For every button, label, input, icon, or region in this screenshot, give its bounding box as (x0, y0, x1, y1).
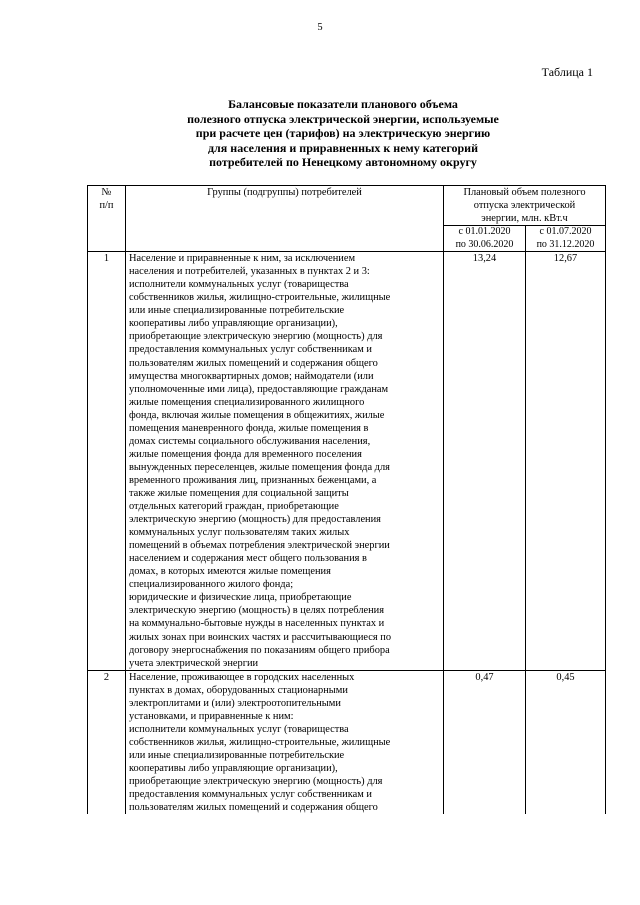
row-number: 1 (88, 252, 126, 671)
text-line: коммунальных услуг пользователям таких жилых (129, 527, 350, 539)
text-line: населения и потребителей, указанных в пунктах 2 и 3: (129, 266, 370, 278)
header-number (88, 186, 126, 252)
text-line: помещений в объемах потребления электрической энергии (129, 540, 390, 552)
title-line: полезного отпуска электрической энергии, используемые (187, 111, 499, 126)
header-period-1 (444, 226, 526, 252)
text-line: пользователям жилых помещений и содержания общего (129, 357, 378, 369)
title-line: потребителей по Ненецкому автономному округу (209, 155, 477, 169)
text-line: или иные специализированные потребительские (129, 305, 345, 317)
table-caption: Таблица 1 (541, 65, 593, 79)
row-value-period-1: 13,24 (444, 252, 526, 671)
row-value-period-2: 12,67 (526, 252, 606, 671)
text-line: домах, в которых имеются жилые помещения (129, 566, 331, 578)
text-line: жилых зонах при воинских частях и рассчитывающиеся по (129, 631, 392, 643)
table-header-row (88, 186, 606, 226)
table-row (88, 252, 606, 671)
text-line: домах системы социального обслуживания населения, (129, 435, 371, 447)
text-line: отдельных категорий граждан, приобретающие (129, 501, 339, 513)
text-line: приобретающие электрическую энергию (мощность) для (129, 331, 383, 343)
text-line: электрическую энергию (мощность) для предоставления (129, 514, 381, 526)
period-line: по 30.06.2020 (455, 238, 514, 250)
text-line: договору энергоснабжения по показаниям общего прибора (129, 644, 390, 656)
text-line: исполнители коммунальных услуг (товарищества (129, 723, 349, 735)
page-number: 5 (317, 22, 323, 33)
row-value-period-1: 0,47 (444, 670, 526, 814)
text-line: Население, проживающее в городских населенных (129, 671, 355, 683)
text-line: имущества многоквартирных домов; наймодатели (или (129, 370, 374, 382)
text-line: приобретающие электрическую энергию (мощность) для (129, 776, 383, 788)
text-line: помещения маневренного фонда, жилые помещения в (129, 422, 369, 434)
title-line: при расчете цен (тарифов) на электрическую энергию (195, 126, 491, 140)
row-number: 2 (88, 670, 126, 814)
header-volume-line: отпуска электрической (473, 200, 576, 212)
period-line: с 01.01.2020 (458, 226, 511, 238)
text-line: также жилые помещения для социальной защиты (129, 487, 349, 499)
title-line: Балансовые показатели планового объема (228, 97, 458, 111)
text-line: Население и приравненные к ним, за исключением (129, 253, 356, 265)
header-volume (444, 186, 606, 226)
text-line: электроплитами и (или) электроотопительными (129, 697, 341, 709)
title-line: для населения и приравненных к нему категорий (207, 140, 479, 155)
row-group-text (126, 252, 444, 671)
text-line: юридические и физические лица, приобретающие (129, 592, 352, 604)
table-row (88, 670, 606, 814)
text-line: специализированного жилого фонда; (129, 579, 294, 591)
period-line: по 31.12.2020 (536, 238, 595, 250)
text-line: вынужденных переселенцев, жилые помещения фонда для (129, 461, 390, 473)
text-line: жилые помещения фонда для временного поселения (129, 448, 362, 460)
header-period-2 (526, 226, 606, 252)
period-line: с 01.07.2020 (539, 226, 592, 238)
header-group: Группы (подгруппы) потребителей (126, 186, 444, 252)
header-number-line: п/п (99, 200, 114, 212)
text-line: кооперативы либо управляющие организации), (129, 762, 338, 774)
text-line: уполномоченные ими лица), предоставляющие гражданам (129, 383, 389, 395)
text-line: электрическую энергию (мощность) в целях потребления (129, 605, 385, 617)
header-volume-line: энергии, млн. кВт.ч (481, 213, 568, 225)
text-line: установками, и приравненные к ним: (129, 710, 294, 722)
row-group-text (126, 670, 444, 814)
text-line: исполнители коммунальных услуг (товарищества (129, 279, 349, 291)
text-line: фонда, включая жилые помещения в общежитиях, жилые (129, 409, 385, 421)
text-line: предоставления коммунальных услуг собственникам и (129, 789, 372, 801)
text-line: или иные специализированные потребительские (129, 749, 345, 761)
row-value-period-2: 0,45 (526, 670, 606, 814)
text-line: кооперативы либо управляющие организации), (129, 318, 338, 330)
text-line: временного проживания лиц, признанных беженцами, а (129, 474, 377, 486)
text-line: предоставления коммунальных услуг собственникам и (129, 344, 372, 356)
header-number-line: № (101, 187, 112, 198)
text-line: пользователям жилых помещений и содержания общего (129, 802, 378, 814)
text-line: собственников жилья, жилищно-строительные, жилищные (129, 292, 391, 304)
text-line: собственников жилья, жилищно-строительные, жилищные (129, 736, 391, 748)
text-line: пунктах в домах, оборудованных стационарными (129, 684, 348, 696)
text-line: на коммунально-бытовые нужды в населенных пунктах и (129, 618, 385, 630)
text-line: населением и содержания мест общего пользования в (129, 553, 367, 565)
document-title (130, 97, 556, 170)
text-line: жилые помещения специализированного жилищного (129, 396, 365, 408)
text-line: учета электрической энергии (129, 657, 259, 669)
balance-table (87, 185, 606, 814)
header-volume-line: Плановый объем полезного (463, 187, 586, 198)
